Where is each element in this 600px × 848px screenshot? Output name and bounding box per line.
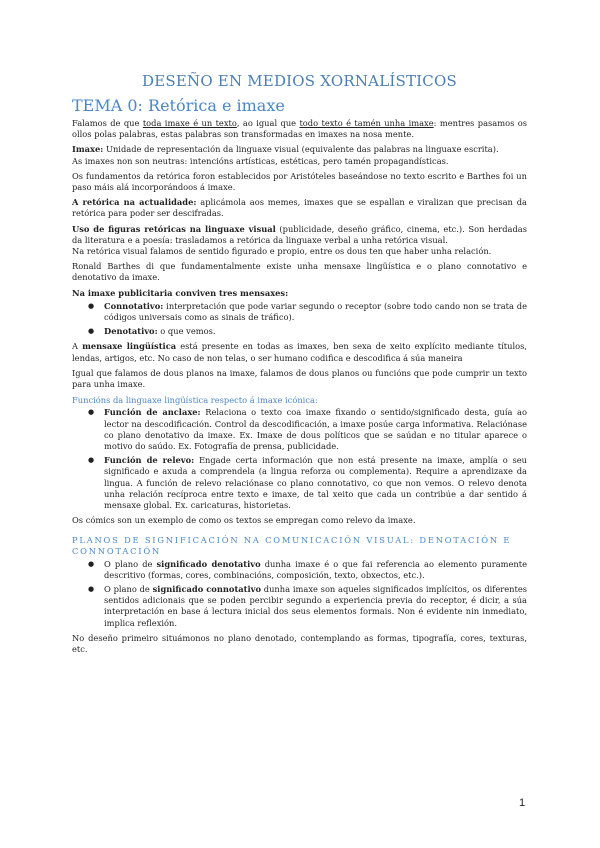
text: Na retórica visual falamos de sentido figurado e propio, entre os dous ten que haber unha relación. [72, 246, 492, 257]
paragraph-tres-mensaxes [72, 288, 527, 299]
underlined-text: todo texto é tamén unha imaxe [299, 118, 434, 128]
text: Unidade de representación da linguaxe visual (equivalente das palabras na linguaxe escrita). [103, 144, 499, 155]
list-funcions [72, 407, 527, 511]
subheading-planos: PLANOS DE SIGNIFICACIÓN NA COMUNICACIÓN VISUAL: DENOTACIÓN E CONNOTACIÓN [72, 534, 512, 556]
text: As imaxes non son neutras: intencións artísticas, estéticas, pero tamén propagandísticas. [72, 155, 449, 166]
section-heading: TEMA 0: Retórica e imaxe [72, 96, 285, 115]
paragraph-dous-planos: Igual que falamos de dous planos na imaxe, falamos de dous planos ou funcións que pode cumprir un texto para unha imaxe. [72, 367, 527, 390]
text: dunha imaxe é o que fai referencia ao elemento puramente descritivo (formas, cores, combinacións, composición, texto, obxectos, etc.). [104, 558, 528, 580]
text: : mentres pasamos os ollos polas palabras, estas palabras son transformadas en imaxes na nosa mente. [72, 118, 528, 140]
paragraph-intro [72, 118, 527, 140]
paragraph-fundamentos: Os fundamentos da retórica foron establecidos por Aristóteles baseándose no texto escrito e Barthes foi un paso máis alá incorporándoos á imaxe. [72, 170, 527, 193]
text: Relaciona o texto coa imaxe fixando o sentido/significado desta, guía ao lector na descodificación. Control da descodificación, a imaxe posúe carga informativa. Relaciónase co plano denotativo da imaxe. Ex. Imaxe de dous políticos que se saúdan e no titular aparece o motivo do saúdo. Ex. Fotografía de prensa, publicidade. [104, 407, 527, 452]
list-item [104, 584, 527, 629]
document-title: DESEÑO EN MEDIOS XORNALÍSTICOS [142, 72, 457, 90]
paragraph-barthes: Ronald Barthes di que fundamentalmente existe unha mensaxe lingüística e o plano connotativo e denotativo da imaxe. [72, 261, 527, 283]
text: O plano de [104, 583, 153, 594]
bold-term: Función de relevo: [104, 455, 195, 466]
text: Engade certa información que non está presente na imaxe, amplía o seu significado e axuda a comprendela (a lingua reforza ou complementa). Require a aprendizaxe da lingua. A función de relevo relaciónase co plano connotativo, co que non vemos. O relevo denota unha relación recíproca entre texto e imaxe, de tal xeito que cada un contribúe a dar sentido á mensaxe global. Ex. caricaturas, historietas. [104, 455, 527, 511]
list-item [104, 301, 527, 323]
text: está presente en todas as imaxes, ben sexa de xeito explícito mediante títulos, lendas, artigos, etc. No caso de non telas, o ser humano codifica e descodifica á súa maneira [72, 341, 528, 363]
text: A [72, 341, 83, 352]
text: (publicidade, deseño gráfico, cinema, etc.). Son herdadas da literatura e a poesía: trasladamos a retórica da linguaxe verbal a unha retórica visual. [72, 223, 527, 245]
text: , ao igual que [236, 118, 300, 128]
text: aplicámola aos memes, imaxes que se espallan e viralizan que precisan da retórica para poder ser descifradas. [72, 197, 527, 219]
bold-term: Imaxe: [72, 144, 104, 155]
text: O plano de [104, 558, 157, 569]
paragraph-retorica-actualidade [72, 197, 527, 219]
bold-term: A retórica na actualidade: [72, 197, 197, 208]
list-item [104, 559, 527, 581]
underlined-text: toda imaxe é un texto [142, 118, 237, 128]
subheading-funcions: Funcións da linguaxe lingüística respecto á imaxe icónica: [72, 395, 318, 406]
document-page [72, 64, 527, 659]
paragraph-imaxe [72, 144, 527, 166]
paragraph-figuras-retoricas [72, 224, 527, 258]
bold-term: Uso de figuras retóricas na linguaxe visual [72, 223, 276, 234]
list-item [104, 407, 527, 452]
text: Falamos de que [72, 118, 143, 128]
bold-term: significado connotativo [152, 583, 261, 594]
bold-term: Denotativo: [104, 326, 158, 337]
paragraph-deseno: No deseño primeiro situámonos no plano denotado, contemplando as formas, tipografía, cores, texturas, etc. [72, 632, 527, 654]
bold-term: Connotativo: [104, 300, 164, 311]
bold-term: mensaxe lingüística [82, 341, 177, 352]
text: dunha imaxe son aqueles significados implícitos, os diferentes sentidos adicionais que se poden percibir segundo a experiencia previa do receptor, é dicir, a súa interpretación en base á lectura inicial dos seus elementos formais. Non é evidente nin inmediato, implica reflexión. [104, 583, 528, 628]
list-planos [72, 559, 527, 629]
paragraph-comics: Os cómics son un exemplo de como os textos se empregan como relevo da imaxe. [72, 515, 416, 526]
page-number: 1 [519, 797, 526, 809]
bold-term: Función de anclaxe: [104, 407, 201, 418]
list-mensaxes [72, 301, 527, 338]
text: interpretación que pode variar segundo o receptor (sobre todo cando non se trata de códigos universais como as sinais de tráfico). [104, 300, 527, 323]
paragraph-mensaxe-linguistica [72, 341, 527, 363]
bold-term: significado denotativo [156, 558, 261, 569]
text: o que vemos. [157, 326, 216, 337]
list-item [104, 455, 527, 511]
bold-term: Na imaxe publicitaria conviven tres mensaxes: [72, 287, 289, 298]
list-item [104, 326, 527, 337]
